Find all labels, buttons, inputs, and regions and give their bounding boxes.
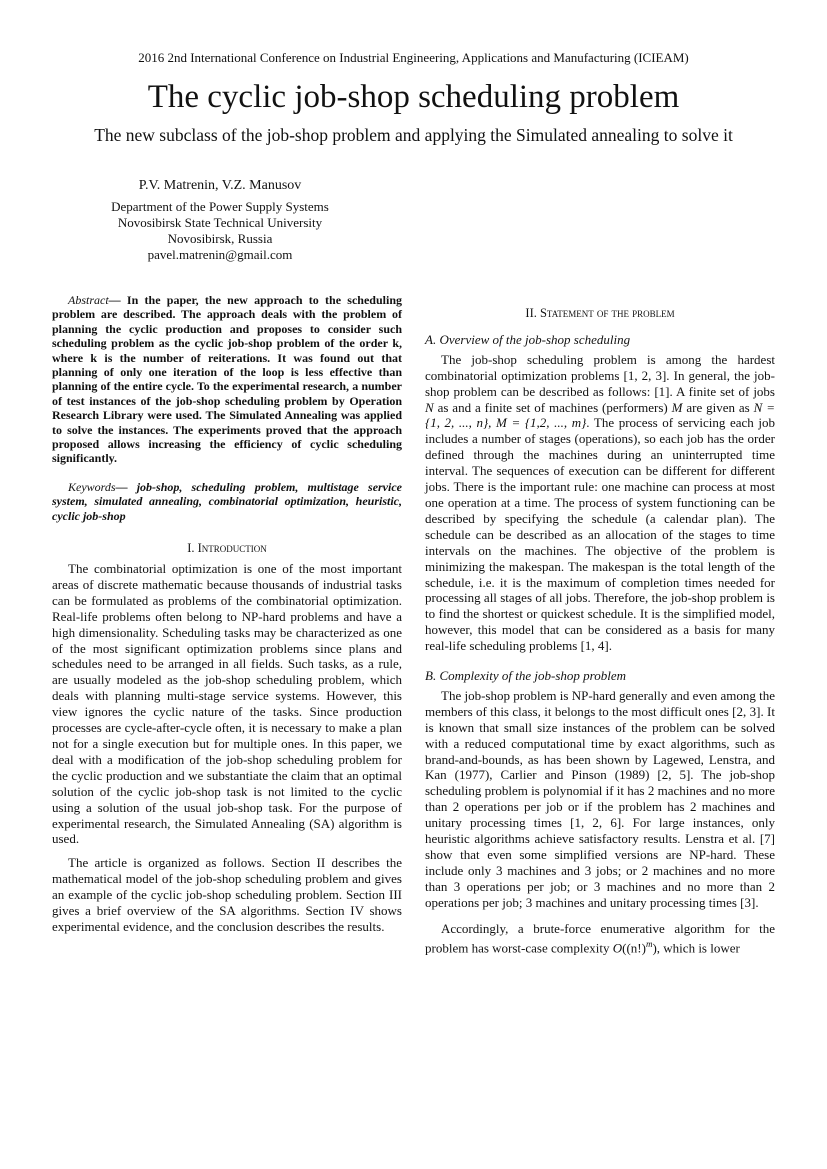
overview-text-d: . The process of servicing each job includes a number of stages (operations), so each job has the order defined through the machines during an uninterrupted time interval. The sequences of execution can be different for different jobs. There is the important rule: one machine can process at most one operation at a time. The process of system functioning can be described by specifying the schedule (a calendar plan). The schedule can be described as an allocation of the stages to time intervals on the machines. The objective of the problem is minimizing the makespan. The makespan is the total length of the schedule, i.e. it is the maximum of completion times needed for processing all stages of all jobs. Therefore, the job-shop problem is to find the shortest or quickest schedule. It is the simplified model, however, this model that can be considered as a basis for many real-life scheduling problems [1, 4]. [425, 415, 775, 654]
section-number: I. [187, 541, 195, 556]
overview-paragraph [425, 352, 775, 654]
overview-text-c: are given as [682, 399, 754, 415]
intro-paragraph-1: The combinatorial optimization is one of the most important areas of discrete mathematic because thousands of industrial tasks can be formulated as problems of the combinatorial optimization. Real-life problems often belong to NP-hard problems and have a high dimensionality. Scheduling tasks may be characterized as one of the most significant optimization problems since plans and schedules need to be arranged in all fields. Such tasks, as a rule, are usually modeled as the job-shop scheduling problem, which deals with planning multi-stage service systems. However, this view ignores the cyclic nature of the tasks. Since production processes are cycle-after-cycle often, it is necessary to make a plan not for a single execution but for multiple ones. In this paper, we deal with a modification of the job-shop scheduling problem for the cyclic production and we substantiate the claim that an optimal solution of the cyclic job-shop task is not limited to the cyclic using a solution of the usual job-shop task. For the purpose of experimental research, the Simulated Annealing (SA) algorithm is used. [52, 561, 402, 847]
var-n: N [425, 399, 434, 415]
subsection-label: B. [425, 668, 437, 684]
paper-subtitle: The new subclass of the job-shop problem and applying the Simulated annealing to solve it [94, 125, 733, 145]
right-column [425, 306, 775, 956]
section-heading-introduction [52, 541, 402, 557]
keywords-label: Keywords [68, 479, 116, 494]
section-heading-statement [425, 306, 775, 322]
subsection-title: Overview of the job-shop scheduling [439, 331, 631, 347]
complexity-text-b: , which is lower [656, 939, 740, 955]
subsection-title: Complexity of the job-shop problem [439, 668, 626, 684]
overview-text-a: The job-shop scheduling problem is among the hardest combinatorial optimization problems [1, 2, 3]. In general, the job-shop problem can be described as follows: [1]. A finite set of jobs [425, 351, 775, 399]
section-number: II. [525, 306, 537, 320]
complexity-exponent: m [645, 938, 653, 949]
set-definition: N = {1, 2, ..., n}, M = {1,2, ..., m} [425, 399, 775, 431]
abstract [52, 293, 402, 466]
conference-header: 2016 2nd International Conference on Industrial Engineering, Applications and Manufacturing (ICIEAM) [138, 50, 689, 65]
paper-title: The cyclic job-shop scheduling problem [147, 79, 680, 115]
email: pavel.matrenin@gmail.com [147, 247, 293, 262]
keywords-text: — job-shop, scheduling problem, multistage service system, simulated annealing, combinatorial optimization, heuristic, cyclic job-shop [52, 479, 402, 523]
authors: P.V. Matrenin, V.Z. Manusov [138, 178, 302, 193]
complexity-paragraph-2 [425, 921, 775, 956]
keywords [52, 480, 402, 523]
subsection-label: A. [425, 331, 437, 347]
abstract-text: — In the paper, the new approach to the scheduling problem are described. The approach deals with the problem of planning the cyclic production and proposes to consider such scheduling problem as the cyclic job-shop problem of the order k, where k is the number of reiterations. It was found out that planning of only one iteration of the loop is less effective than planning of the entire cycle. To the experimental research, a number of test instances of the job-shop scheduling problem by Operation Research Library were used. The Simulated Annealing was applied to solve the instances. The experiments proved that the approach proposed allows increasing the efficiency of cyclic scheduling significantly. [52, 293, 402, 466]
abstract-label: Abstract [68, 293, 109, 307]
section-title: Statement of the problem [539, 306, 675, 320]
complexity-paragraph-1: The job-shop problem is NP-hard generally and even among the members of this class, it belongs to the most difficult ones [2, 3]. It is known that small size instances of the problem can be solved with a reduced computational time by exact algorithms, such as brand-and-bounds, as has been shown by Lagewed, Lenstra, and Kan (1977), Carlier and Pinson (1989) [2, 5]. The job-shop scheduling problem is polynomial if it has 2 machines and no more than 2 operations per job or if the problem has 2 machines and unitary processing times [1, 2, 6]. For large instances, only heuristic algorithms achieve satisfactory results. Lenstra et al. [7] show that even some simplified versions are NP-hard. These include only 3 machines and 3 jobs; or 2 machines and no more than 3 operations per job; or 3 machines and no more than 2 operations per job; 3 machines and unitary processing times [3]. [425, 687, 775, 910]
complexity-close: ) [652, 939, 657, 955]
location: Novosibirsk, Russia [167, 231, 273, 246]
university: Novosibirsk State Technical University [117, 215, 323, 230]
intro-paragraph-2: The article is organized as follows. Section II describes the mathematical model of the job-shop scheduling problem and gives an example of the cyclic job-shop scheduling problem. Section III gives a brief overview of the SA algorithms. Section IV shows experimental evidence, and the conclusion describes the results. [52, 855, 402, 934]
big-o: O [612, 939, 623, 955]
complexity-inner: ((n!) [622, 939, 646, 955]
subsection-heading-overview [425, 332, 775, 348]
var-m: M [671, 399, 683, 415]
section-title: Introduction [197, 541, 267, 556]
complexity-text-a: Accordingly, a brute-force enumerative algorithm for the problem has worst-case complexity [425, 920, 775, 955]
affiliation [80, 199, 360, 263]
overview-text-b: as and a finite set of machines (performers) [433, 399, 672, 415]
department: Department of the Power Supply Systems [111, 199, 329, 214]
subsection-heading-complexity [425, 668, 775, 684]
left-column [52, 293, 402, 935]
